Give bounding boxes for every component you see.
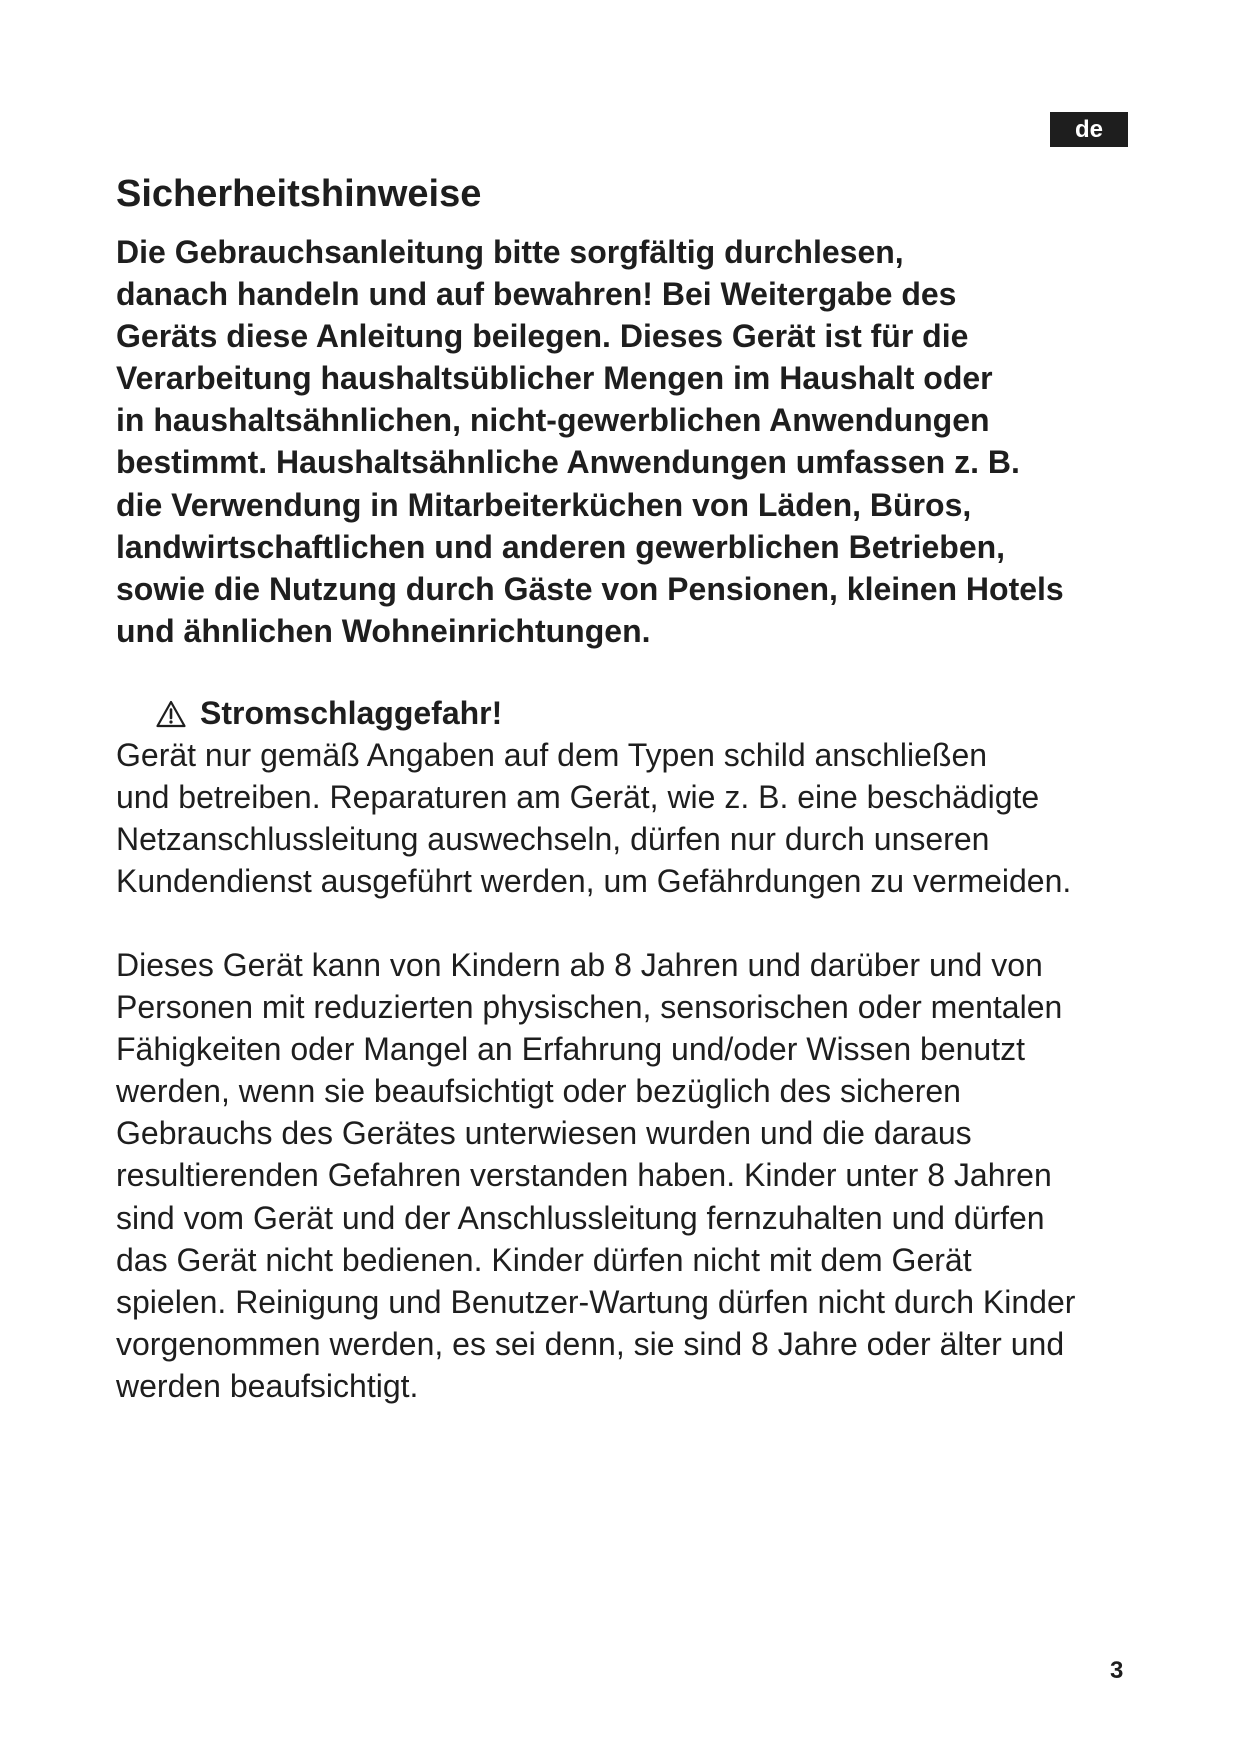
paragraph-line: Kundendienst ausgeführt werden, um Gefährdungen zu vermeiden. <box>116 863 1072 900</box>
warning-triangle-icon <box>156 696 186 738</box>
children-usage-paragraph <box>116 944 1075 1407</box>
intro-line: sowie die Nutzung durch Gäste von Pensionen, kleinen Hotels <box>116 570 1064 607</box>
intro-line: Geräts diese Anleitung beilegen. Dieses Gerät ist für die <box>116 318 969 355</box>
paragraph-line: Gebrauchs des Gerätes unterwiesen wurden und die daraus <box>116 1115 972 1152</box>
page-title: Sicherheitshinweise <box>116 173 482 215</box>
paragraph-line: werden beaufsichtigt. <box>116 1367 419 1404</box>
paragraph-line: und betreiben. Reparaturen am Gerät, wie z. B. eine beschädigte <box>116 779 1040 816</box>
language-badge: de <box>1050 112 1128 147</box>
intro-line: Verarbeitung haushaltsüblicher Mengen im Haushalt oder <box>116 360 993 397</box>
intro-line: danach handeln und auf bewahren! Bei Weitergabe des <box>116 276 957 313</box>
paragraph-line: spielen. Reinigung und Benutzer-Wartung dürfen nicht durch Kinder <box>116 1283 1076 1320</box>
intro-line: und ähnlichen Wohneinrichtungen. <box>116 612 651 649</box>
paragraph-line: Fähigkeiten oder Mangel an Erfahrung und/oder Wissen benutzt <box>116 1031 1025 1068</box>
paragraph-line: Gerät nur gemäß Angaben auf dem Typen schild anschließen <box>116 737 988 773</box>
warning-heading-text: Stromschlaggefahr! <box>200 695 503 731</box>
paragraph-line: werden, wenn sie beaufsichtigt oder bezüglich des sicheren <box>116 1073 961 1110</box>
paragraph-line: das Gerät nicht bedienen. Kinder dürfen nicht mit dem Gerät <box>116 1241 972 1278</box>
intro-line: bestimmt. Haushaltsähnliche Anwendungen umfassen z. B. <box>116 444 1020 481</box>
electric-shock-paragraph <box>116 734 1071 902</box>
paragraph-line: Netzanschlussleitung auswechseln, dürfen nur durch unseren <box>116 821 990 858</box>
intro-paragraph <box>116 231 1064 652</box>
paragraph-line: vorgenommen werden, es sei denn, sie sind 8 Jahre oder älter und <box>116 1325 1065 1362</box>
intro-line: in haushaltsähnlichen, nicht-gewerblichen Anwendungen <box>116 402 990 439</box>
paragraph-line: sind vom Gerät und der Anschlussleitung fernzuhalten und dürfen <box>116 1199 1045 1236</box>
intro-line: landwirtschaftlichen und anderen gewerblichen Betrieben, <box>116 528 1006 565</box>
intro-line: die Verwendung in Mitarbeiterküchen von Läden, Büros, <box>116 486 972 523</box>
page-number: 3 <box>1110 1657 1124 1684</box>
intro-line: Die Gebrauchsanleitung bitte sorgfältig durchlesen, <box>116 234 904 270</box>
paragraph-line: Dieses Gerät kann von Kindern ab 8 Jahren und darüber und von <box>116 947 1043 983</box>
warning-heading <box>156 692 502 738</box>
paragraph-line: Personen mit reduzierten physischen, sensorischen oder mentalen <box>116 989 1063 1026</box>
paragraph-line: resultierenden Gefahren verstanden haben. Kinder unter 8 Jahren <box>116 1157 1052 1194</box>
